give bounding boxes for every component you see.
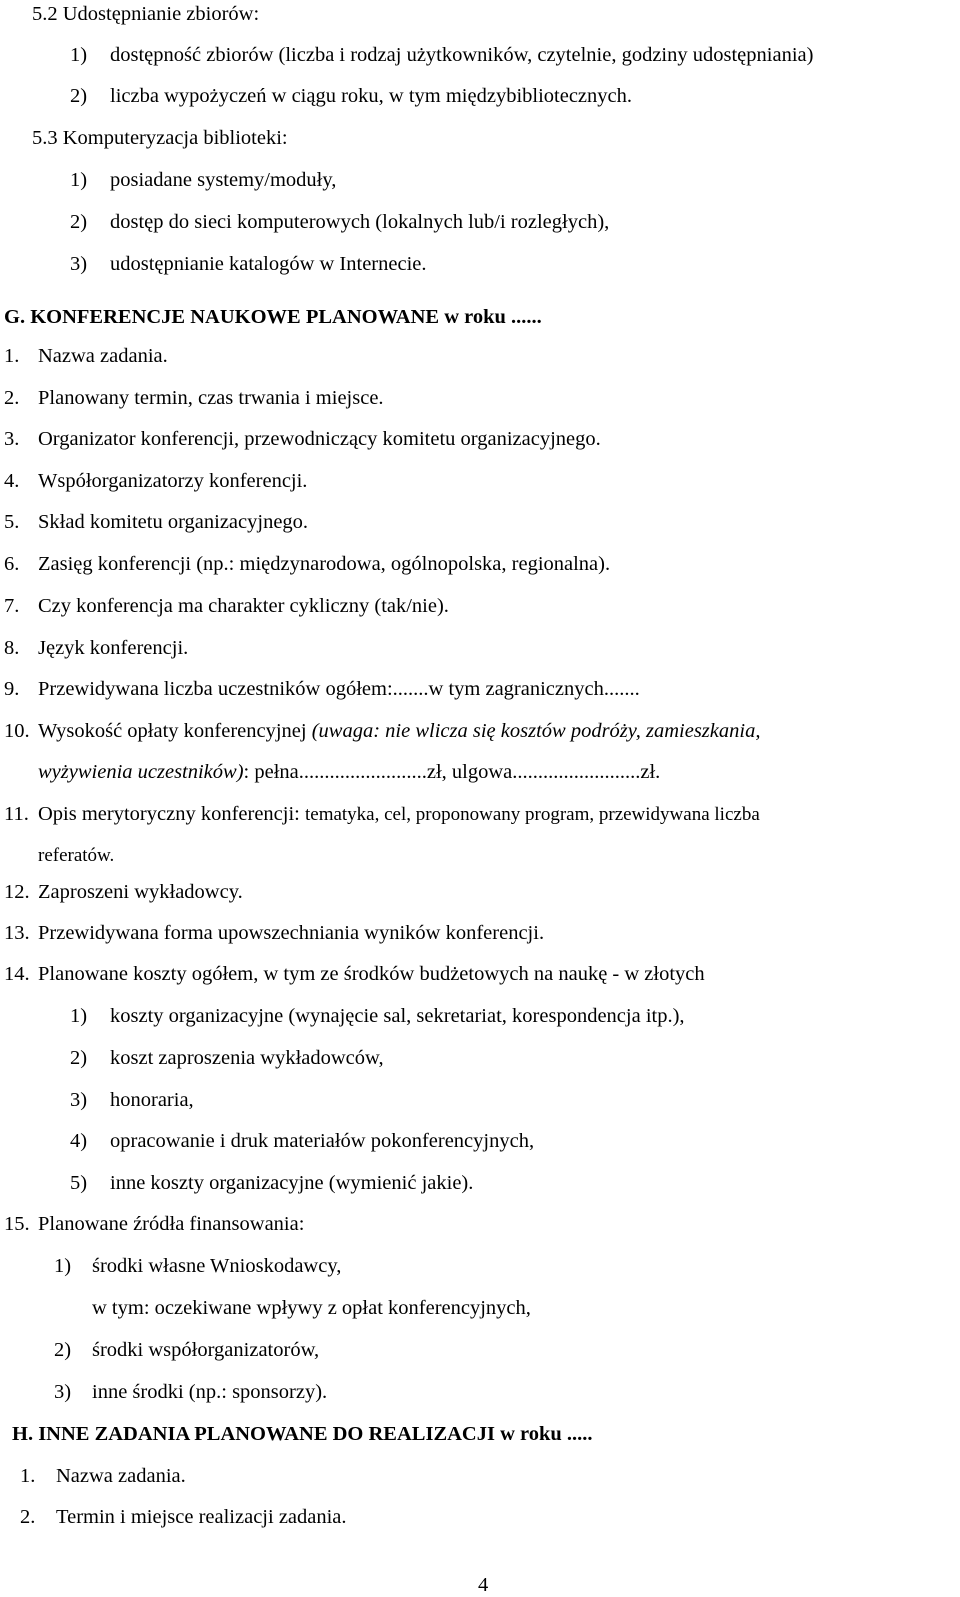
section-5-2-heading: 5.2 Udostępnianie zbiorów: <box>32 3 260 25</box>
list-item-text: środki własne Wnioskodawcy, <box>92 1255 342 1277</box>
section-5-3-heading: 5.3 Komputeryzacja biblioteki: <box>32 127 288 149</box>
list-item-text: Nazwa zadania. <box>56 1465 186 1487</box>
list-item-text: koszt zaproszenia wykładowców, <box>110 1047 384 1069</box>
list-item-number: 3) <box>54 1381 72 1403</box>
list-item-number: 5. <box>4 511 20 533</box>
list-item-text: Przewidywana forma upowszechniania wyników konferencji. <box>38 922 545 944</box>
list-item-continuation <box>38 762 660 783</box>
description-label: Opis merytoryczny konferencji: <box>38 803 300 825</box>
fee-note-continued: wyżywienia uczestników) <box>38 761 244 783</box>
list-item-number: 1) <box>70 44 88 66</box>
fee-note: (uwaga: nie wlicza się kosztów podróży, zamieszkania, <box>311 720 761 742</box>
list-item-number: 11. <box>4 803 29 825</box>
list-item-text: środki współorganizatorów, <box>92 1339 320 1361</box>
list-item-number: 14. <box>4 963 30 985</box>
list-item-text: Przewidywana liczba uczestników ogółem:.......w tym zagranicznych....... <box>38 678 640 700</box>
list-item-number: 12. <box>4 881 30 903</box>
fee-amounts: : pełna.........................zł, ulgowa.........................zł. <box>243 761 661 783</box>
list-item-text: dostęp do sieci komputerowych (lokalnych lub/i rozległych), <box>110 211 610 233</box>
section-g-heading: G. KONFERENCJE NAUKOWE PLANOWANE w roku ...... <box>4 306 542 328</box>
page-number: 4 <box>478 1574 489 1596</box>
list-item-text: Termin i miejsce realizacji zadania. <box>56 1506 347 1528</box>
list-item-number: 3. <box>4 428 20 450</box>
description-details: tematyka, cel, proponowany program, przewidywana liczba <box>304 804 760 825</box>
list-item-number: 15. <box>4 1213 30 1235</box>
list-item-number: 3) <box>70 253 88 275</box>
list-item-text: Zaproszeni wykładowcy. <box>38 881 243 903</box>
list-item-text: Współorganizatorzy konferencji. <box>38 470 308 492</box>
list-item-number: 13. <box>4 922 30 944</box>
list-item-text: udostępnianie katalogów w Internecie. <box>110 253 427 275</box>
list-item-text: Skład komitetu organizacyjnego. <box>38 511 309 533</box>
list-item-number: 1) <box>70 169 88 191</box>
fee-text: Wysokość opłaty konferencyjnej <box>38 720 307 742</box>
list-item-number: 10. <box>4 720 30 742</box>
list-item-number: 2) <box>70 1047 88 1069</box>
list-item-text: Zasięg konferencji (np.: międzynarodowa, ogólnopolska, regionalna). <box>38 553 611 575</box>
list-item-number: 2) <box>70 85 88 107</box>
list-item-number: 1) <box>54 1255 72 1277</box>
list-item-text: Nazwa zadania. <box>38 345 168 367</box>
list-item-number: 1) <box>70 1005 88 1027</box>
list-item-number: 2. <box>20 1506 36 1528</box>
section-h-heading: H. INNE ZADANIA PLANOWANE DO REALIZACJI w roku ..... <box>12 1423 593 1445</box>
list-item-number: 8. <box>4 637 20 659</box>
list-item-text: liczba wypożyczeń w ciągu roku, w tym międzybibliotecznych. <box>110 85 632 107</box>
list-item-number: 1. <box>20 1465 36 1487</box>
list-item-continuation: referatów. <box>38 845 115 866</box>
list-item-text: koszty organizacyjne (wynajęcie sal, sekretariat, korespondencja itp.), <box>110 1005 685 1027</box>
list-item-number: 9. <box>4 678 20 700</box>
list-item-number: 3) <box>70 1089 88 1111</box>
list-item-text: posiadane systemy/moduły, <box>110 169 337 191</box>
list-item-number: 5) <box>70 1172 88 1194</box>
list-item-number: 6. <box>4 553 20 575</box>
list-item-number: 2. <box>4 387 20 409</box>
list-item-number: 2) <box>54 1339 72 1361</box>
list-item-text: dostępność zbiorów (liczba i rodzaj użytkowników, czytelnie, godziny udostępniania) <box>110 44 814 66</box>
list-item-text: w tym: oczekiwane wpływy z opłat konferencyjnych, <box>92 1297 531 1319</box>
list-item-text: Planowane koszty ogółem, w tym ze środków budżetowych na naukę - w złotych <box>38 963 705 985</box>
list-item-text: Planowane źródła finansowania: <box>38 1213 305 1235</box>
list-item-number: 4) <box>70 1130 88 1152</box>
list-item-text: Czy konferencja ma charakter cykliczny (tak/nie). <box>38 595 449 617</box>
list-item-text: inne środki (np.: sponsorzy). <box>92 1381 328 1403</box>
list-item-number: 1. <box>4 345 20 367</box>
list-item-text: Organizator konferencji, przewodniczący komitetu organizacyjnego. <box>38 428 601 450</box>
list-item-text: inne koszty organizacyjne (wymienić jakie). <box>110 1172 474 1194</box>
list-item-text <box>38 721 760 742</box>
list-item-number: 4. <box>4 470 20 492</box>
list-item-text: Planowany termin, czas trwania i miejsce. <box>38 387 384 409</box>
list-item-number: 2) <box>70 211 88 233</box>
list-item-text: Język konferencji. <box>38 637 189 659</box>
list-item-text <box>38 804 760 825</box>
list-item-text: honoraria, <box>110 1089 194 1111</box>
list-item-number: 7. <box>4 595 20 617</box>
list-item-text: opracowanie i druk materiałów pokonferencyjnych, <box>110 1130 535 1152</box>
